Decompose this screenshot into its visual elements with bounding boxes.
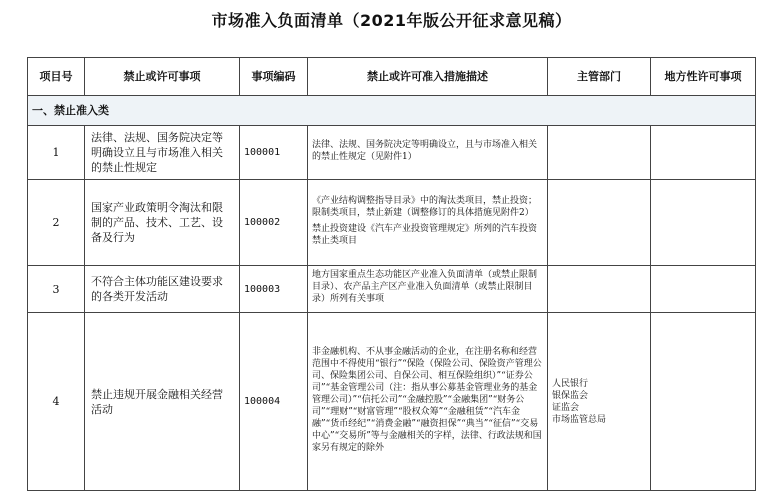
authority-cell — [548, 313, 651, 491]
local-permit-cell — [651, 180, 756, 266]
item-code: 100001 — [240, 126, 308, 180]
item-code: 100004 — [240, 313, 308, 491]
measure-paragraph: 地方国家重点生态功能区产业准入负面清单（或禁止限制目录）、农产品主产区产业准入负面清单（或禁止限制目录）所列有关事项 — [312, 270, 538, 304]
authority-name: 人民银行 — [552, 378, 589, 389]
header-local-permit: 地方性许可事项 — [651, 58, 756, 96]
measure-description — [308, 313, 548, 491]
authority-name: 证监会 — [552, 402, 580, 413]
header-measure-desc: 禁止或许可准入措施描述 — [308, 58, 548, 96]
authority-cell — [548, 126, 651, 180]
measure-description — [308, 126, 548, 180]
authority-name: 市场监管总局 — [552, 414, 607, 425]
item-number: 3 — [28, 266, 85, 313]
item-name: 不符合主体功能区建设要求的各类开发活动 — [85, 266, 240, 313]
table-row — [28, 313, 756, 491]
authority-cell — [548, 180, 651, 266]
authority-cell — [548, 266, 651, 313]
negative-list-table — [27, 57, 756, 491]
item-name: 禁止违规开展金融相关经营活动 — [85, 313, 240, 491]
item-code: 100002 — [240, 180, 308, 266]
table-row — [28, 126, 756, 180]
item-name: 国家产业政策明令淘汰和限制的产品、技术、工艺、设备及行为 — [85, 180, 240, 266]
table-row — [28, 266, 756, 313]
header-item-code: 事项编码 — [240, 58, 308, 96]
section-title: 一、禁止准入类 — [28, 96, 756, 126]
header-row — [28, 58, 756, 96]
header-item-name: 禁止或许可事项 — [85, 58, 240, 96]
item-name: 法律、法规、国务院决定等明确设立且与市场准入相关的禁止性规定 — [85, 126, 240, 180]
item-number: 4 — [28, 313, 85, 491]
measure-description — [308, 180, 548, 266]
local-permit-cell — [651, 266, 756, 313]
authority-name: 银保监会 — [552, 390, 589, 401]
section-row — [28, 96, 756, 126]
measure-description — [308, 266, 548, 313]
item-number: 1 — [28, 126, 85, 180]
header-item-no: 项目号 — [28, 58, 85, 96]
header-authority: 主管部门 — [548, 58, 651, 96]
measure-paragraph: 法律、法规、国务院决定等明确设立，且与市场准入相关的禁止性规定（见附件1） — [312, 139, 538, 162]
measure-paragraph: 非金融机构、不从事金融活动的企业，在注册名称和经营范围中不得使用“银行”“保险（保险公司、保险资产管理公司、保险集团公司、自保公司、相互保险组织）”“证券公司”“基金管理公司（注：指从事公募基金管理业务的基金管理公司）”“信托公司”“金融控股”“金融集团”“财务公司”“理财”“财富管理”“股权众筹”“金融租赁”“汽车金融”“货币经纪”“消费金融”“融资担保”“典当”“征信”“交易中心”“交易所”等与金融相关的字样，法律、行政法规和国家另有规定的除外 — [312, 346, 542, 453]
measure-paragraph: 《产业结构调整指导目录》中的淘汰类项目，禁止投资；限制类项目，禁止新建（调整修订的具体措施见附件2） — [312, 195, 538, 218]
measure-paragraph: 禁止投资建设《汽车产业投资管理规定》所列的汽车投资禁止类项目 — [312, 223, 538, 246]
table-row — [28, 180, 756, 266]
local-permit-cell — [651, 313, 756, 491]
document-title: 市场准入负面清单（2021年版公开征求意见稿） — [211, 11, 572, 30]
local-permit-cell — [651, 126, 756, 180]
item-number: 2 — [28, 180, 85, 266]
item-code: 100003 — [240, 266, 308, 313]
